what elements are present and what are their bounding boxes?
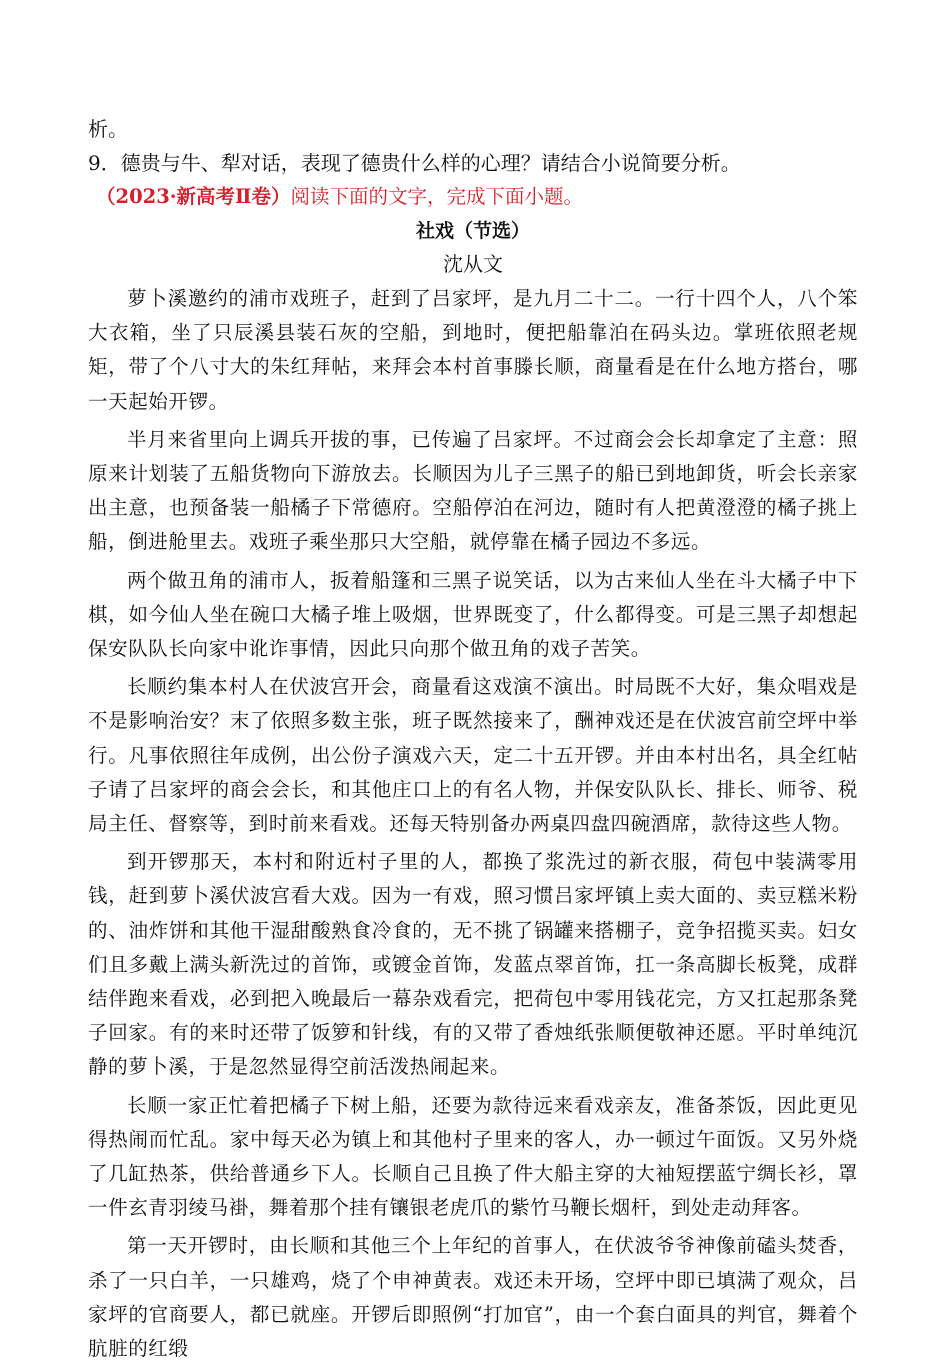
source-line <box>88 180 858 214</box>
paragraph-5: 到开锣那天，本村和附近村子里的人，都换了浆洗过的新衣服，荷包中装满零用钱，赶到萝卜溪伏波宫看大戏。因为一有戏，照习惯吕家坪镇上卖大面的、卖豆糕米粉的、油炸饼和其他干湿甜酸熟食冷食的，无不挑了锅罐来搭棚子，竞争招揽买卖。妇女们且多戴上满头新洗过的首饰，或镀金首饰，发蓝点翠首饰，扛一条高脚长板凳，成群结伴跑来看戏，必到把入晚最后一幕杂戏看完，把荷包中零用钱花完，方又扛起那条凳子回家。有的来时还带了饭箩和针线，有的又带了香烛纸张顺便敬神还愿。平时单纯沉静的萝卜溪，于是忽然显得空前活泼热闹起来。 <box>88 850 858 1079</box>
source-tag: （2023·新高考Ⅱ卷） <box>96 185 291 208</box>
paragraph-1: 萝卜溪邀约的浦市戏班子，赶到了吕家坪，是九月二十二。一行十四个人，八个笨大衣箱，坐了只辰溪县装石灰的空船，到地时，便把船靠泊在码头边。掌班依照老规矩，带了个八寸大的朱红拜帖，来拜会本村首事滕长顺，商量看是在什么地方搭台，哪一天起始开锣。 <box>88 287 858 413</box>
paragraph-6: 长顺一家正忙着把橘子下树上船，还要为款待远来看戏亲友，准备茶饭，因此更见得热闹而忙乱。家中每天必为镇上和其他村子里来的客人，办一顿过午面饭。又另外烧了几缸热茶，供给普通乡下人。长顺自己且换了件大船主穿的大袖短摆蓝宁绸长衫，罩一件玄青羽绫马褂，舞着那个挂有镶银老虎爪的紫竹马鞭长烟杆，到处走动拜客。 <box>88 1093 858 1220</box>
paragraph-7: 第一天开锣时，由长顺和其他三个上年纪的首事人，在伏波爷爷神像前磕头焚香，杀了一只白羊，一只雄鸡，烧了个申神黄表。戏还未开场，空坪中即已填满了观众，吕家坪的官商要人，都已就座。开锣后即照例“打加官”，由一个套白面具的判官，舞着个肮脏的红缎 <box>88 1234 858 1361</box>
article-title: 社戏（节选） <box>415 220 530 242</box>
paragraph-4: 长顺约集本村人在伏波宫开会，商量看这戏演不演出。时局既不大好，集众唱戏是不是影响治安？末了依照多数主张，班子既然接来了，酬神戏还是在伏波宫前空坪中举行。凡事依照往年成例，出公份子演戏六天，定二十五开锣。并由本村出名，具全红帖子请了吕家坪的商会会长，和其他庄口上的有名人物，并保安队队长、排长、师爷、税局主任、督察等，到时前来看戏。还每天特别备办两桌四盘四碗酒席，款待这些人物。 <box>88 675 858 836</box>
paragraph-3: 两个做丑角的浦市人，扳着船篷和三黑子说笑话，以为古来仙人坐在斗大橘子中下棋，如今仙人坐在碗口大橘子堆上吸烟，世界既变了，什么都得变。可是三黑子却想起保安队队长向家中讹诈事情，因此只向那个做丑角的戏子苦笑。 <box>88 568 858 661</box>
document-page <box>88 112 858 1370</box>
header-fragment: 析。 <box>88 117 128 141</box>
question-9: 9．德贵与牛、犁对话，表现了德贵什么样的心理？请结合小说简要分析。 <box>88 151 741 175</box>
paragraph-2: 半月来省里向上调兵开拔的事，已传遍了吕家坪。不过商会会长却拿定了主意：照原来计划装了五船货物向下游放去。长顺因为儿子三黑子的船已到地卸货，听会长亲家出主意，也预备装一船橘子下常德府。空船停泊在河边，随时有人把黄澄澄的橘子挑上船，倒进舱里去。戏班子乘坐那只大空船，就停靠在橘子园边不多远。 <box>88 427 858 554</box>
source-instruction: 阅读下面的文字，完成下面小题。 <box>290 185 584 208</box>
article-author: 沈从文 <box>443 252 503 276</box>
